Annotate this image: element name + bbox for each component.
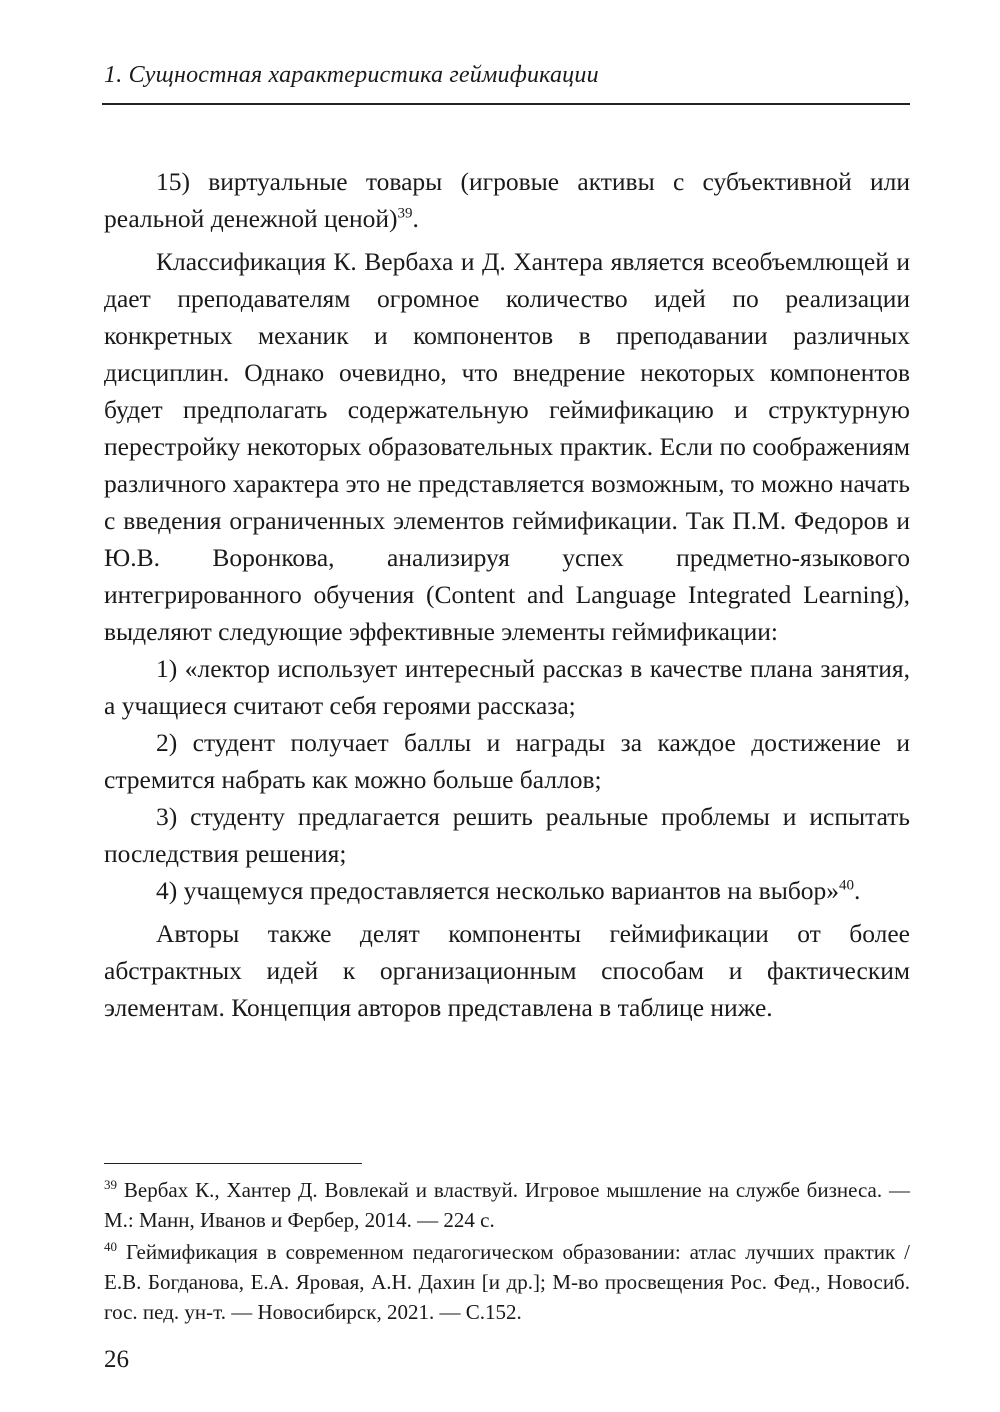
- footnote-40: [104, 1237, 910, 1327]
- footnote-text: Геймификация в современном педагогическом образовании: атлас лучших практик / Е.В. Богданова, Е.А. Яровая, А.Н. Дахин [и др.]; М-во просвещения Рос. Фед., Новосиб. гос. пед. ун-т. — Новосибирск, 2021. — С.152.: [104, 1240, 910, 1324]
- list-item-text: 4) учащемуся предоставляется несколько вариантов на выбор»: [156, 876, 840, 905]
- footnote-text: Вербах К., Хантер Д. Вовлекай и властвуй. Игровое мышление на службе бизнеса. — М.: Манн, Иванов и Фербер, 2014. — 224 с.: [104, 1178, 910, 1232]
- body-text: [104, 163, 910, 1026]
- paragraph-item-15: [104, 163, 910, 237]
- footnote-ref-40[interactable]: 40: [839, 877, 855, 894]
- footnotes: [104, 1175, 910, 1327]
- list-item-2: 2) студент получает баллы и награды за каждое достижение и стремится набрать как можно больше баллов;: [104, 728, 910, 794]
- paragraph-authors: Авторы также делят компоненты геймификации от более абстрактных идей к организационным способам и фактическим элементам. Концепция авторов представлена в таблице ниже.: [104, 919, 910, 1022]
- list-item-4: [104, 872, 910, 909]
- footnote-number: 40: [104, 1239, 117, 1254]
- footnote-39: [104, 1175, 910, 1235]
- list-item-tail: .: [854, 876, 861, 905]
- footnote-rule: [104, 1163, 362, 1164]
- list-item-3: 3) студенту предлагается решить реальные проблемы и испытать последствия решения;: [104, 802, 910, 868]
- running-header: 1. Сущностная характеристика геймификации: [104, 62, 599, 88]
- page-number: 26: [104, 1346, 129, 1373]
- list-item-1: 1) «лектор использует интересный рассказ в качестве плана занятия, а учащиеся считают себя героями рассказа;: [104, 654, 910, 720]
- footnote-ref-39[interactable]: 39: [397, 205, 413, 222]
- paragraph-text: 15) виртуальные товары (игровые активы с субъективной или реальной денежной ценой): [104, 167, 910, 233]
- header-rule: [102, 103, 910, 105]
- footnote-number: 39: [104, 1177, 117, 1192]
- paragraph-classification: Классификация К. Вербаха и Д. Хантера является всеобъемлющей и дает преподавателям огромное количество идей по реализации конкретных механик и компонентов в преподавании различных дисциплин. Однако очевидно, что внедрение некоторых компонентов будет предполагать содержательную геймификацию и структурную перестройку некоторых образовательных практик. Если по соображениям различного характера это не представляется возможным, то можно начать с введения ограниченных элементов геймификации. Так П.М. Федоров и Ю.В. Воронкова, анализируя успех предметно-языкового интегрированного обучения (Content and Language Integrated Learning), выделяют следующие эффективные элементы геймификации:: [104, 247, 910, 646]
- paragraph-tail: .: [412, 204, 419, 233]
